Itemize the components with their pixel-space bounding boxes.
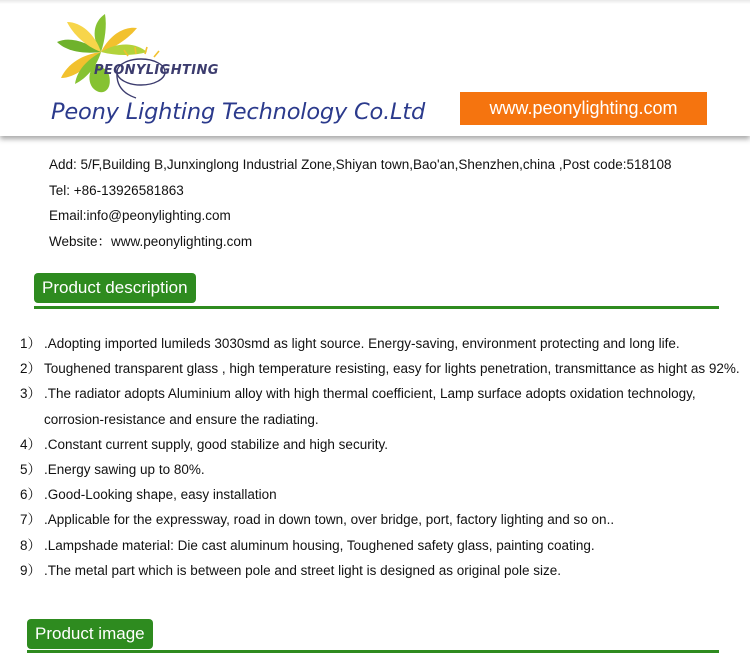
list-item-number: 8） xyxy=(20,537,42,553)
list-item-text: .Energy sawing up to 80%. xyxy=(44,462,205,478)
product-description-rule xyxy=(34,306,719,309)
list-item xyxy=(20,457,745,482)
top-rule xyxy=(0,0,750,4)
list-item-text: Toughened transparent glass , high temperature resisting, easy for lights penetration, transmittance as hight as 92%. xyxy=(44,361,740,377)
company-name: Peony Lighting Technology Co.Ltd xyxy=(51,99,426,125)
list-item-number: 3） xyxy=(20,386,42,402)
contact-info xyxy=(49,155,672,257)
contact-website: Website：www.peonylighting.com xyxy=(49,233,253,249)
list-item-number: 1） xyxy=(20,336,42,351)
list-item xyxy=(20,482,745,507)
logo-wordmark: PEONYLIGHTING xyxy=(94,63,219,78)
list-item xyxy=(20,558,745,583)
list-item-number: 7） xyxy=(20,512,42,528)
list-item xyxy=(20,356,745,381)
product-image-heading: Product image xyxy=(27,619,153,649)
product-description-heading: Product description xyxy=(34,273,196,303)
peony-logo-icon xyxy=(44,8,234,104)
list-item xyxy=(20,331,745,356)
page-header xyxy=(0,0,750,136)
list-item xyxy=(20,507,745,532)
list-item-text: .Adopting imported lumileds 3030smd as light source. Energy-saving, environment protecting and long life. xyxy=(44,336,680,351)
list-item-number: 9） xyxy=(20,562,42,578)
list-item-number: 5） xyxy=(20,462,42,478)
list-item-text: .Good-Looking shape, easy installation xyxy=(44,487,277,503)
list-item-number: 2） xyxy=(20,361,42,377)
list-item-text: .The radiator adopts Aluminium alloy with high thermal coefficient, Lamp surface adopts oxidation technology, corrosion-resistance and ensure the radiating. xyxy=(44,386,696,427)
list-item-number: 4） xyxy=(20,436,42,452)
list-item-text: .Lampshade material: Die cast aluminum housing, Toughened safety glass, painting coating. xyxy=(44,537,595,553)
list-item-text: .Applicable for the expressway, road in down town, over bridge, port, factory lighting and so on.. xyxy=(44,512,615,528)
contact-email: Email:info@peonylighting.com xyxy=(49,208,231,223)
product-description-list xyxy=(20,331,745,583)
product-image-rule xyxy=(27,650,719,653)
list-item xyxy=(20,381,745,431)
list-item-text: .The metal part which is between pole and street light is designed as original pole size. xyxy=(44,562,562,578)
list-item xyxy=(20,432,745,457)
contact-tel: Tel: +86-13926581863 xyxy=(49,182,184,198)
list-item-text: .Constant current supply, good stabilize and high security. xyxy=(44,436,388,452)
website-banner-link[interactable]: www.peonylighting.com xyxy=(460,92,707,125)
list-item xyxy=(20,533,745,558)
list-item-number: 6） xyxy=(20,487,42,503)
contact-address: Add: 5/F,Building B,Junxinglong Industrial Zone,Shiyan town,Bao'an,Shenzhen,china ,Post code:518108 xyxy=(49,157,672,172)
